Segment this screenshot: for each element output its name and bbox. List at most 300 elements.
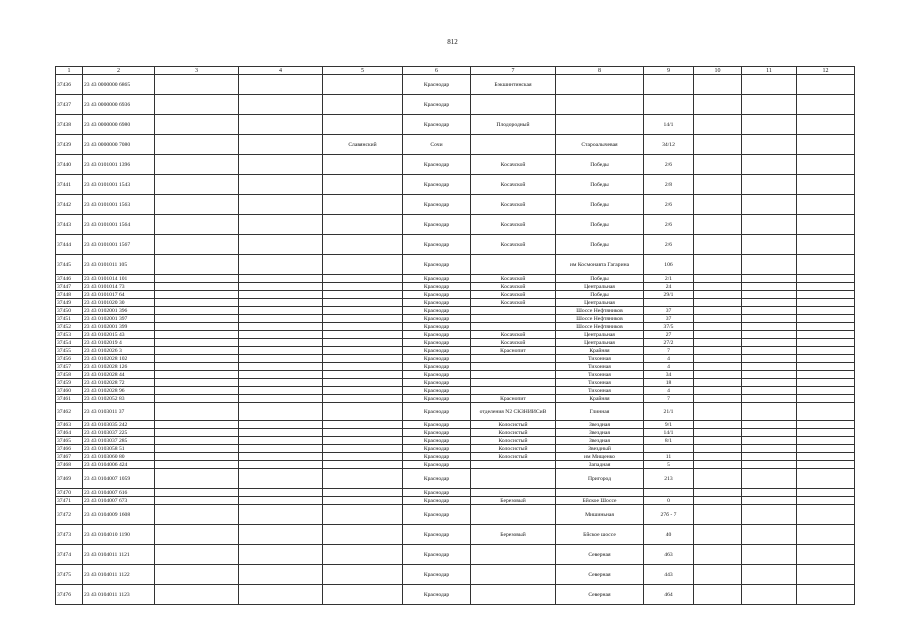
row-number-cell: 37461 (56, 395, 83, 403)
row-number-cell: 37466 (56, 445, 83, 453)
house-number-cell: 7 (644, 395, 694, 403)
col-10-cell (694, 585, 742, 605)
city-cell: Краснодар (403, 255, 471, 275)
address-register-table (55, 66, 855, 605)
district-cell (323, 363, 403, 371)
col-4-cell (239, 363, 323, 371)
column-header: 4 (239, 67, 323, 75)
row-number-cell: 37464 (56, 429, 83, 437)
column-header: 6 (403, 67, 471, 75)
house-number-cell: 37/5 (644, 323, 694, 331)
cadastral-number-cell: 23 43 0102026 3 (83, 347, 155, 355)
street-cell: Победы (556, 291, 644, 299)
col-10-cell (694, 255, 742, 275)
row-number-cell: 37471 (56, 497, 83, 505)
col-4-cell (239, 489, 323, 497)
street-cell (556, 115, 644, 135)
cadastral-number-cell: 23 43 0104011 1121 (83, 545, 155, 565)
table-row (56, 545, 855, 565)
table-row (56, 339, 855, 347)
row-number-cell: 37441 (56, 175, 83, 195)
col-3-cell (155, 395, 239, 403)
district-cell (323, 275, 403, 283)
table-row (56, 505, 855, 525)
row-number-cell: 37476 (56, 585, 83, 605)
table-row (56, 453, 855, 461)
row-number-cell: 37472 (56, 505, 83, 525)
col-11-cell (742, 469, 797, 489)
settlement-cell: Косачской (471, 175, 556, 195)
settlement-cell: Березовый (471, 525, 556, 545)
col-11-cell (742, 585, 797, 605)
cadastral-number-cell: 23 43 0102001 397 (83, 315, 155, 323)
house-number-cell: 5 (644, 461, 694, 469)
city-cell: Краснодар (403, 275, 471, 283)
settlement-cell (471, 387, 556, 395)
col-4-cell (239, 565, 323, 585)
col-12-cell (797, 363, 855, 371)
col-11-cell (742, 429, 797, 437)
col-10-cell (694, 331, 742, 339)
col-11-cell (742, 331, 797, 339)
col-4-cell (239, 175, 323, 195)
col-10-cell (694, 235, 742, 255)
col-3-cell (155, 95, 239, 115)
col-3-cell (155, 155, 239, 175)
col-12-cell (797, 497, 855, 505)
district-cell (323, 235, 403, 255)
city-cell: Краснодар (403, 155, 471, 175)
settlement-cell (471, 585, 556, 605)
col-3-cell (155, 489, 239, 497)
settlement-cell (471, 469, 556, 489)
col-3-cell (155, 275, 239, 283)
district-cell (323, 469, 403, 489)
city-cell: Краснодар (403, 489, 471, 497)
col-10-cell (694, 461, 742, 469)
street-cell: Тихонная (556, 379, 644, 387)
district-cell (323, 403, 403, 421)
house-number-cell: 213 (644, 469, 694, 489)
page-number: 812 (447, 38, 458, 46)
col-12-cell (797, 195, 855, 215)
col-3-cell (155, 331, 239, 339)
col-3-cell (155, 545, 239, 565)
table-row (56, 215, 855, 235)
row-number-cell: 37456 (56, 355, 83, 363)
col-10-cell (694, 283, 742, 291)
city-cell: Краснодар (403, 339, 471, 347)
col-12-cell (797, 291, 855, 299)
col-11-cell (742, 95, 797, 115)
house-number-cell: 463 (644, 545, 694, 565)
col-11-cell (742, 155, 797, 175)
street-cell: Северная (556, 565, 644, 585)
district-cell (323, 429, 403, 437)
col-4-cell (239, 275, 323, 283)
col-3-cell (155, 429, 239, 437)
house-number-cell: 29/1 (644, 291, 694, 299)
col-4-cell (239, 437, 323, 445)
settlement-cell (471, 315, 556, 323)
table-row (56, 469, 855, 489)
col-12-cell (797, 505, 855, 525)
col-10-cell (694, 299, 742, 307)
cadastral-number-cell: 23 43 0000000 7080 (83, 135, 155, 155)
city-cell: Краснодар (403, 497, 471, 505)
col-10-cell (694, 395, 742, 403)
city-cell: Краснодар (403, 307, 471, 315)
house-number-cell (644, 95, 694, 115)
col-11-cell (742, 525, 797, 545)
col-10-cell (694, 115, 742, 135)
col-3-cell (155, 371, 239, 379)
street-cell: Крайняя (556, 395, 644, 403)
street-cell (556, 489, 644, 497)
col-3-cell (155, 235, 239, 255)
house-number-cell: 14/1 (644, 115, 694, 135)
col-11-cell (742, 379, 797, 387)
table-row (56, 497, 855, 505)
col-3-cell (155, 403, 239, 421)
settlement-cell: Краснопит (471, 395, 556, 403)
street-cell: Победы (556, 235, 644, 255)
table-row (56, 525, 855, 545)
street-cell: Шоссе Нефтяников (556, 323, 644, 331)
col-12-cell (797, 283, 855, 291)
row-number-cell: 37447 (56, 283, 83, 291)
city-cell: Краснодар (403, 387, 471, 395)
col-3-cell (155, 323, 239, 331)
col-11-cell (742, 371, 797, 379)
district-cell (323, 291, 403, 299)
col-10-cell (694, 437, 742, 445)
col-4-cell (239, 255, 323, 275)
district-cell (323, 215, 403, 235)
col-11-cell (742, 291, 797, 299)
col-11-cell (742, 75, 797, 95)
house-number-cell: 37 (644, 307, 694, 315)
table-row (56, 421, 855, 429)
cadastral-number-cell: 23 43 0101014 73 (83, 283, 155, 291)
city-cell: Краснодар (403, 437, 471, 445)
col-10-cell (694, 525, 742, 545)
district-cell (323, 115, 403, 135)
cadastral-number-cell: 23 43 0103035 242 (83, 421, 155, 429)
table-row (56, 299, 855, 307)
col-12-cell (797, 545, 855, 565)
col-11-cell (742, 115, 797, 135)
settlement-cell: Колосистый (471, 437, 556, 445)
city-cell: Краснодар (403, 379, 471, 387)
table-row (56, 307, 855, 315)
cadastral-number-cell: 23 43 0000000 6936 (83, 95, 155, 115)
row-number-cell: 37453 (56, 331, 83, 339)
col-4-cell (239, 115, 323, 135)
city-cell: Краснодар (403, 355, 471, 363)
col-3-cell (155, 525, 239, 545)
settlement-cell (471, 307, 556, 315)
district-cell (323, 453, 403, 461)
col-4-cell (239, 323, 323, 331)
city-cell: Краснодар (403, 585, 471, 605)
street-cell: Звездная (556, 429, 644, 437)
col-4-cell (239, 469, 323, 489)
settlement-cell: Плодородный (471, 115, 556, 135)
table-row (56, 565, 855, 585)
col-3-cell (155, 255, 239, 275)
col-3-cell (155, 437, 239, 445)
row-number-cell: 37462 (56, 403, 83, 421)
table-row (56, 395, 855, 403)
cadastral-number-cell: 23 43 0101001 1563 (83, 195, 155, 215)
cadastral-number-cell: 23 43 0102001 396 (83, 307, 155, 315)
cadastral-number-cell: 23 43 0000000 6865 (83, 75, 155, 95)
street-cell (556, 95, 644, 115)
street-cell: Тихонная (556, 387, 644, 395)
col-11-cell (742, 135, 797, 155)
cadastral-number-cell: 23 43 0103060 80 (83, 453, 155, 461)
col-12-cell (797, 331, 855, 339)
cadastral-number-cell: 23 43 0104007 673 (83, 497, 155, 505)
district-cell (323, 95, 403, 115)
col-11-cell (742, 545, 797, 565)
district-cell (323, 283, 403, 291)
col-3-cell (155, 195, 239, 215)
table-row (56, 235, 855, 255)
district-cell (323, 299, 403, 307)
settlement-cell (471, 255, 556, 275)
street-cell: Звездная (556, 421, 644, 429)
col-11-cell (742, 489, 797, 497)
col-12-cell (797, 585, 855, 605)
col-11-cell (742, 215, 797, 235)
settlement-cell: Косачской (471, 215, 556, 235)
table-row (56, 445, 855, 453)
col-4-cell (239, 331, 323, 339)
district-cell (323, 355, 403, 363)
col-10-cell (694, 307, 742, 315)
col-3-cell (155, 585, 239, 605)
city-cell: Краснодар (403, 115, 471, 135)
district-cell (323, 387, 403, 395)
col-12-cell (797, 525, 855, 545)
row-number-cell: 37451 (56, 315, 83, 323)
column-header: 7 (471, 67, 556, 75)
district-cell (323, 315, 403, 323)
col-11-cell (742, 283, 797, 291)
district-cell (323, 505, 403, 525)
col-11-cell (742, 235, 797, 255)
table-row (56, 429, 855, 437)
row-number-cell: 37458 (56, 371, 83, 379)
cadastral-number-cell: 23 43 0104007 1059 (83, 469, 155, 489)
district-cell (323, 379, 403, 387)
col-3-cell (155, 307, 239, 315)
col-3-cell (155, 175, 239, 195)
col-4-cell (239, 347, 323, 355)
col-12-cell (797, 135, 855, 155)
district-cell (323, 437, 403, 445)
row-number-cell: 37463 (56, 421, 83, 429)
settlement-cell: Колосистый (471, 429, 556, 437)
col-11-cell (742, 175, 797, 195)
city-cell: Краснодар (403, 347, 471, 355)
settlement-cell (471, 371, 556, 379)
col-3-cell (155, 421, 239, 429)
table-row (56, 489, 855, 497)
col-4-cell (239, 497, 323, 505)
settlement-cell (471, 355, 556, 363)
city-cell: Краснодар (403, 95, 471, 115)
row-number-cell: 37449 (56, 299, 83, 307)
table-row (56, 461, 855, 469)
district-cell: Славянский (323, 135, 403, 155)
col-3-cell (155, 135, 239, 155)
house-number-cell: 464 (644, 585, 694, 605)
col-10-cell (694, 155, 742, 175)
col-3-cell (155, 75, 239, 95)
col-10-cell (694, 363, 742, 371)
district-cell (323, 489, 403, 497)
col-11-cell (742, 307, 797, 315)
col-12-cell (797, 403, 855, 421)
col-12-cell (797, 461, 855, 469)
cadastral-number-cell: 23 43 0103037 225 (83, 429, 155, 437)
street-cell: Шоссе Нефтяников (556, 307, 644, 315)
settlement-cell: Косачской (471, 339, 556, 347)
table-row (56, 315, 855, 323)
col-4-cell (239, 283, 323, 291)
col-10-cell (694, 135, 742, 155)
row-number-cell: 37457 (56, 363, 83, 371)
cadastral-number-cell: 23 43 0103011 37 (83, 403, 155, 421)
city-cell: Краснодар (403, 403, 471, 421)
row-number-cell: 37439 (56, 135, 83, 155)
cadastral-number-cell: 23 43 0101001 1543 (83, 175, 155, 195)
street-cell: Победы (556, 195, 644, 215)
street-cell: Звездная (556, 437, 644, 445)
settlement-cell: Косачской (471, 275, 556, 283)
settlement-cell: Косачской (471, 331, 556, 339)
cadastral-number-cell: 23 43 0101011 105 (83, 255, 155, 275)
city-cell: Краснодар (403, 395, 471, 403)
city-cell: Краснодар (403, 421, 471, 429)
district-cell (323, 565, 403, 585)
house-number-cell: 37 (644, 315, 694, 323)
col-3-cell (155, 379, 239, 387)
street-cell: Пригород (556, 469, 644, 489)
cadastral-number-cell: 23 43 0102001 399 (83, 323, 155, 331)
city-cell: Краснодар (403, 235, 471, 255)
settlement-cell: Бэкшинтинская (471, 75, 556, 95)
street-cell: Бйское шоссе (556, 525, 644, 545)
district-cell (323, 585, 403, 605)
district-cell (323, 347, 403, 355)
col-4-cell (239, 95, 323, 115)
table-row (56, 275, 855, 283)
row-number-cell: 37460 (56, 387, 83, 395)
street-cell (556, 75, 644, 95)
district-cell (323, 331, 403, 339)
col-3-cell (155, 115, 239, 135)
cadastral-number-cell: 23 43 0101014 101 (83, 275, 155, 283)
col-12-cell (797, 215, 855, 235)
street-cell: Крайняя (556, 347, 644, 355)
col-11-cell (742, 565, 797, 585)
cadastral-number-cell: 23 43 0102028 126 (83, 363, 155, 371)
street-cell: Бйское Шоссе (556, 497, 644, 505)
district-cell (323, 545, 403, 565)
house-number-cell: 2/6 (644, 155, 694, 175)
table-row (56, 135, 855, 155)
col-4-cell (239, 195, 323, 215)
street-cell: Звездный (556, 445, 644, 453)
col-10-cell (694, 565, 742, 585)
col-10-cell (694, 355, 742, 363)
settlement-cell (471, 323, 556, 331)
city-cell: Краснодар (403, 315, 471, 323)
table-row (56, 387, 855, 395)
city-cell: Краснодар (403, 545, 471, 565)
cadastral-number-cell: 23 43 0103037 285 (83, 437, 155, 445)
house-number-cell: 2/1 (644, 275, 694, 283)
settlement-cell (471, 505, 556, 525)
col-4-cell (239, 387, 323, 395)
col-4-cell (239, 215, 323, 235)
col-11-cell (742, 347, 797, 355)
row-number-cell: 37450 (56, 307, 83, 315)
city-cell: Краснодар (403, 453, 471, 461)
col-4-cell (239, 395, 323, 403)
col-10-cell (694, 75, 742, 95)
col-10-cell (694, 545, 742, 565)
row-number-cell: 37468 (56, 461, 83, 469)
col-12-cell (797, 395, 855, 403)
col-11-cell (742, 323, 797, 331)
col-4-cell (239, 355, 323, 363)
row-number-cell: 37469 (56, 469, 83, 489)
col-12-cell (797, 235, 855, 255)
house-number-cell: 14/1 (644, 429, 694, 437)
col-4-cell (239, 75, 323, 95)
col-12-cell (797, 565, 855, 585)
row-number-cell: 37445 (56, 255, 83, 275)
col-10-cell (694, 195, 742, 215)
city-cell: Краснодар (403, 525, 471, 545)
col-4-cell (239, 315, 323, 323)
house-number-cell: 0 (644, 497, 694, 505)
cadastral-number-cell: 23 43 0104010 1190 (83, 525, 155, 545)
settlement-cell (471, 95, 556, 115)
table-row (56, 355, 855, 363)
settlement-cell (471, 565, 556, 585)
col-3-cell (155, 497, 239, 505)
row-number-cell: 37473 (56, 525, 83, 545)
cadastral-number-cell: 23 43 0102019 4 (83, 339, 155, 347)
cadastral-number-cell: 23 43 0101001 1567 (83, 235, 155, 255)
district-cell (323, 371, 403, 379)
col-4-cell (239, 429, 323, 437)
cadastral-number-cell: 23 43 0104006 424 (83, 461, 155, 469)
house-number-cell (644, 299, 694, 307)
house-number-cell: 9/1 (644, 421, 694, 429)
row-number-cell: 37446 (56, 275, 83, 283)
row-number-cell: 37442 (56, 195, 83, 215)
street-cell: Центральная (556, 331, 644, 339)
col-10-cell (694, 403, 742, 421)
house-number-cell: 7 (644, 347, 694, 355)
